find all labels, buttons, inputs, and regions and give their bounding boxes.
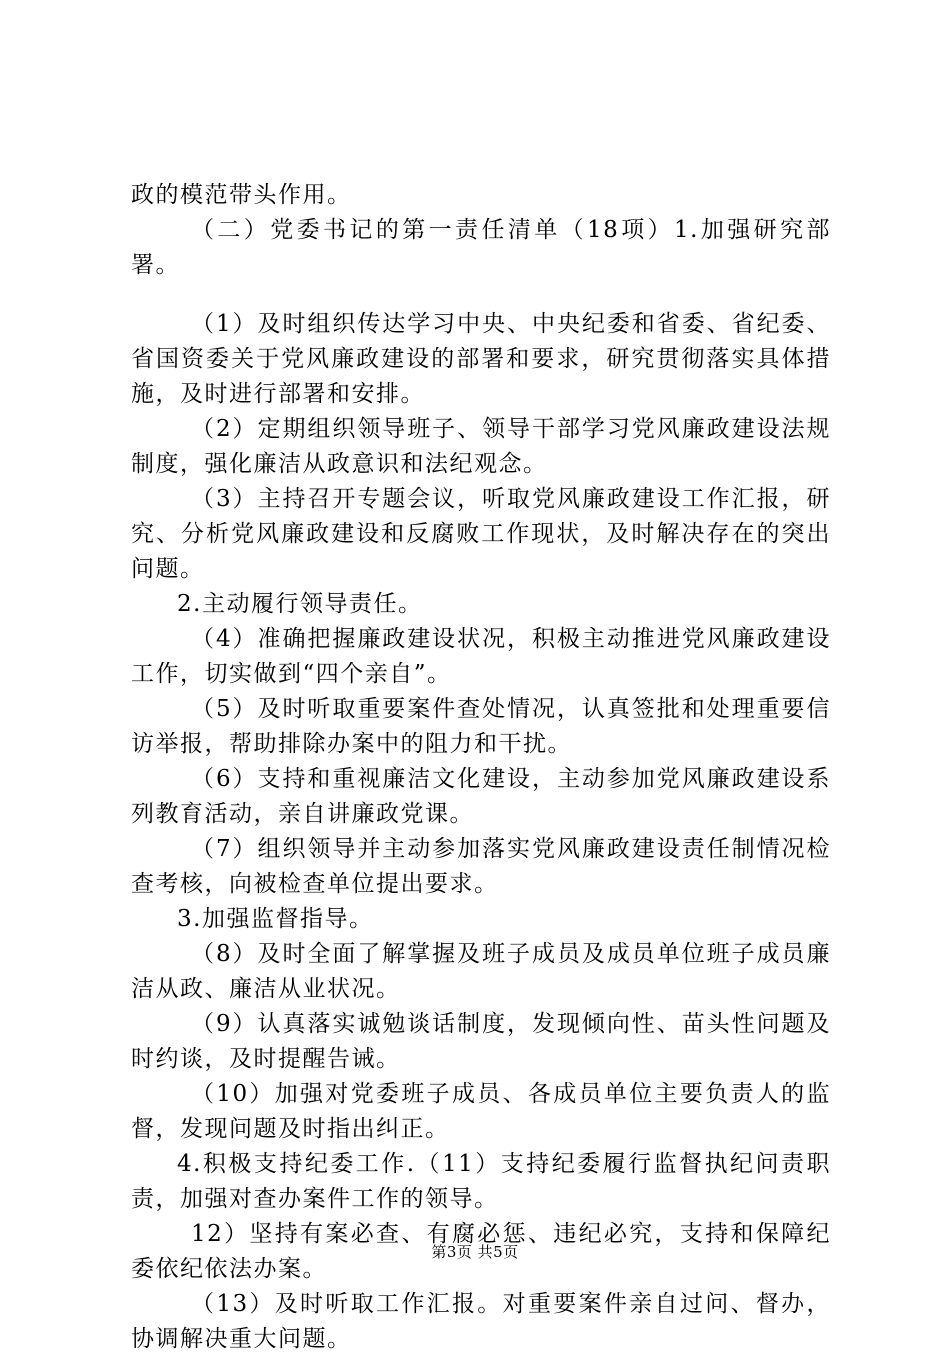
page-number-footer: 第3页 共5页	[431, 1243, 519, 1261]
list-item: （2）定期组织领导班子、领导干部学习党风廉政建设法规制度，强化廉洁从政意识和法纪观念。	[131, 416, 831, 477]
subheading: 4.积极支持纪委工作.（11）支持纪委履行监督执纪问责职责，加强对查办案件工作的领导。	[131, 1151, 831, 1212]
paragraph-gap	[131, 283, 831, 307]
document-body	[131, 178, 831, 1357]
list-item: （8）及时全面了解掌握及班子成员及成员单位班子成员廉洁从政、廉洁从业状况。	[131, 941, 831, 1002]
list-item: （7）组织领导并主动参加落实党风廉政建设责任制情况检查考核，向被检查单位提出要求。	[131, 836, 831, 897]
list-item: （6）支持和重视廉洁文化建设，主动参加党风廉政建设系列教育活动，亲自讲廉政党课。	[131, 766, 831, 827]
subheading: 3.加强监督指导。	[177, 906, 374, 932]
list-item: （13）及时听取工作汇报。对重要案件亲自过问、督办，协调解决重大问题。	[131, 1291, 831, 1352]
list-item: （10）加强对党委班子成员、各成员单位主要负责人的监督，发现问题及时指出纠正。	[131, 1081, 831, 1142]
list-item: （9）认真落实诚勉谈话制度，发现倾向性、苗头性问题及时约谈，及时提醒告诫。	[131, 1011, 831, 1072]
list-item: （4）准确把握廉政建设状况，积极主动推进党风廉政建设工作，切实做到“四个亲自”。	[131, 626, 831, 687]
paragraph-continuation: 政的模范带头作用。	[131, 182, 352, 208]
list-item: （1）及时组织传达学习中央、中央纪委和省委、省纪委、省国资委关于党风廉政建设的部署和要求，研究贯彻落实具体措施，及时进行部署和安排。	[131, 311, 831, 407]
section-heading: （二）党委书记的第一责任清单（18项）1.加强研究部署。	[131, 217, 831, 278]
subheading: 2.主动履行领导责任。	[177, 591, 423, 617]
list-item: （5）及时听取重要案件查处情况，认真签批和处理重要信访举报，帮助排除办案中的阻力和干扰。	[131, 696, 831, 757]
list-item: （3）主持召开专题会议，听取党风廉政建设工作汇报，研究、分析党风廉政建设和反腐败工作现状，及时解决存在的突出问题。	[131, 486, 831, 582]
list-item: 12）坚持有案必查、有腐必惩、违纪必究，支持和保障纪委依纪依法办案。	[131, 1221, 831, 1282]
